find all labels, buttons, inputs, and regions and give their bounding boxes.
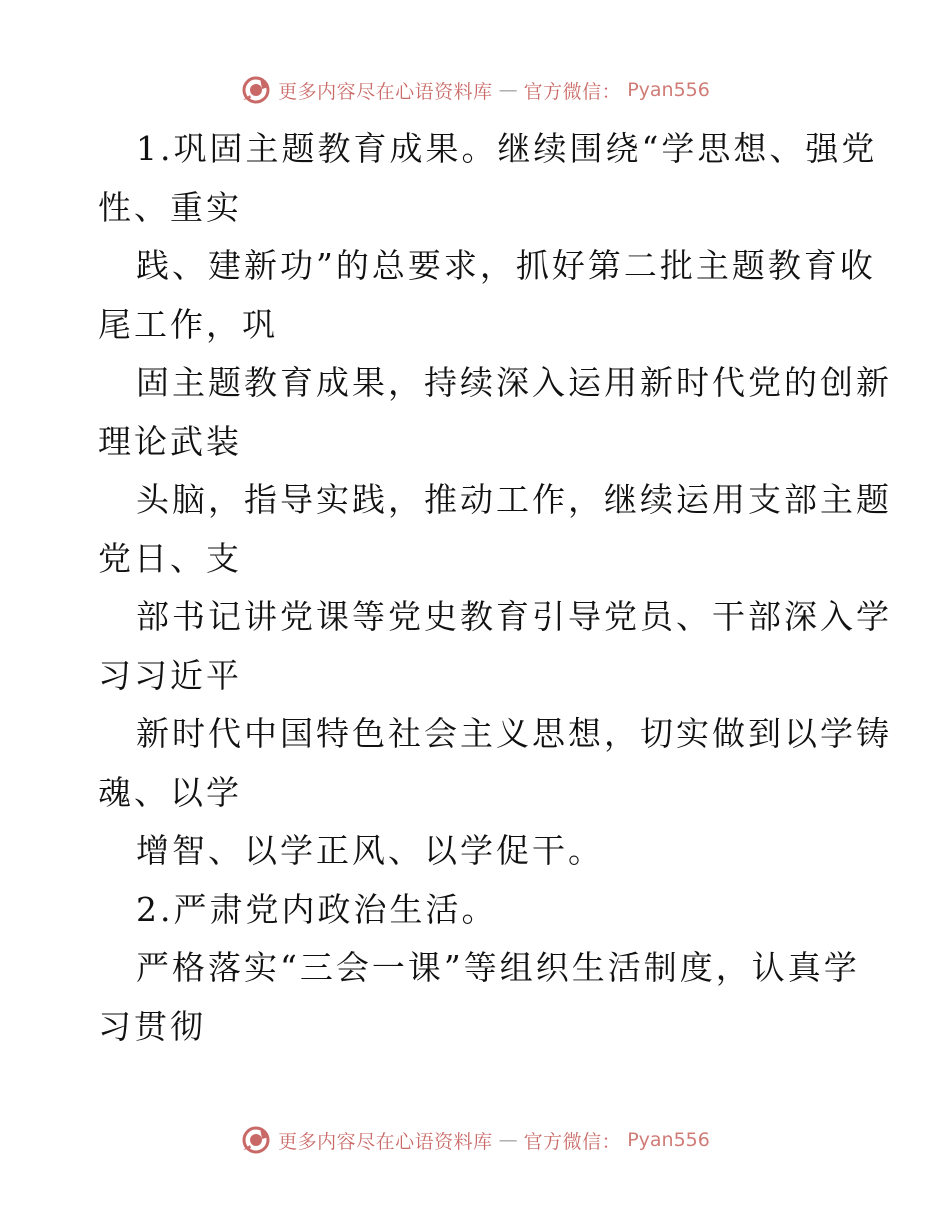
text-line: 党日、支 — [98, 538, 242, 578]
watermark-wechat-label: 官方微信： — [523, 80, 622, 103]
text-line: 尾工作，巩 — [98, 304, 278, 344]
watermark-wechat-id: Pyan556 — [627, 79, 710, 101]
watermark-wechat-label: 官方微信： — [523, 1130, 622, 1153]
pen-logo-icon — [240, 1124, 272, 1156]
text-line: 魂、以学 — [98, 772, 242, 812]
text-line: 1.巩固主题教育成果。继续围绕“学思想、强党 — [136, 129, 878, 168]
watermark-text: 更多内容尽在心语资料库 — [278, 80, 493, 103]
watermark-text: 更多内容尽在心语资料库 — [278, 1130, 493, 1153]
text-line: 习贯彻 — [98, 1006, 206, 1046]
text-line: 性、重实 — [98, 187, 242, 227]
text-line: 增智、以学正风、以学促干。 — [136, 831, 604, 870]
text-line: 践、建新功”的总要求，抓好第二批主题教育收 — [136, 246, 876, 285]
text-line: 新时代中国特色社会主义思想，切实做到以学铸 — [136, 714, 892, 753]
watermark-separator: — — [498, 1129, 518, 1151]
text-line: 2.严肃党内政治生活。 — [136, 889, 498, 929]
header-watermark — [0, 70, 950, 110]
text-line: 部书记讲党课等党史教育引导党员、干部深入学 — [136, 597, 892, 636]
text-line: 固主题教育成果，持续深入运用新时代党的创新 — [136, 363, 892, 402]
document-body — [98, 120, 892, 1056]
watermark-wechat-id: Pyan556 — [627, 1129, 710, 1151]
text-line: 头脑，指导实践，推动工作，继续运用支部主题 — [136, 480, 892, 519]
text-line: 习习近平 — [98, 655, 242, 695]
pen-logo-icon — [240, 74, 272, 106]
text-line: 理论武装 — [98, 421, 242, 461]
watermark-separator: — — [498, 79, 518, 101]
footer-watermark — [0, 1120, 950, 1160]
text-line: 严格落实“三会一课”等组织生活制度，认真学 — [136, 948, 860, 987]
